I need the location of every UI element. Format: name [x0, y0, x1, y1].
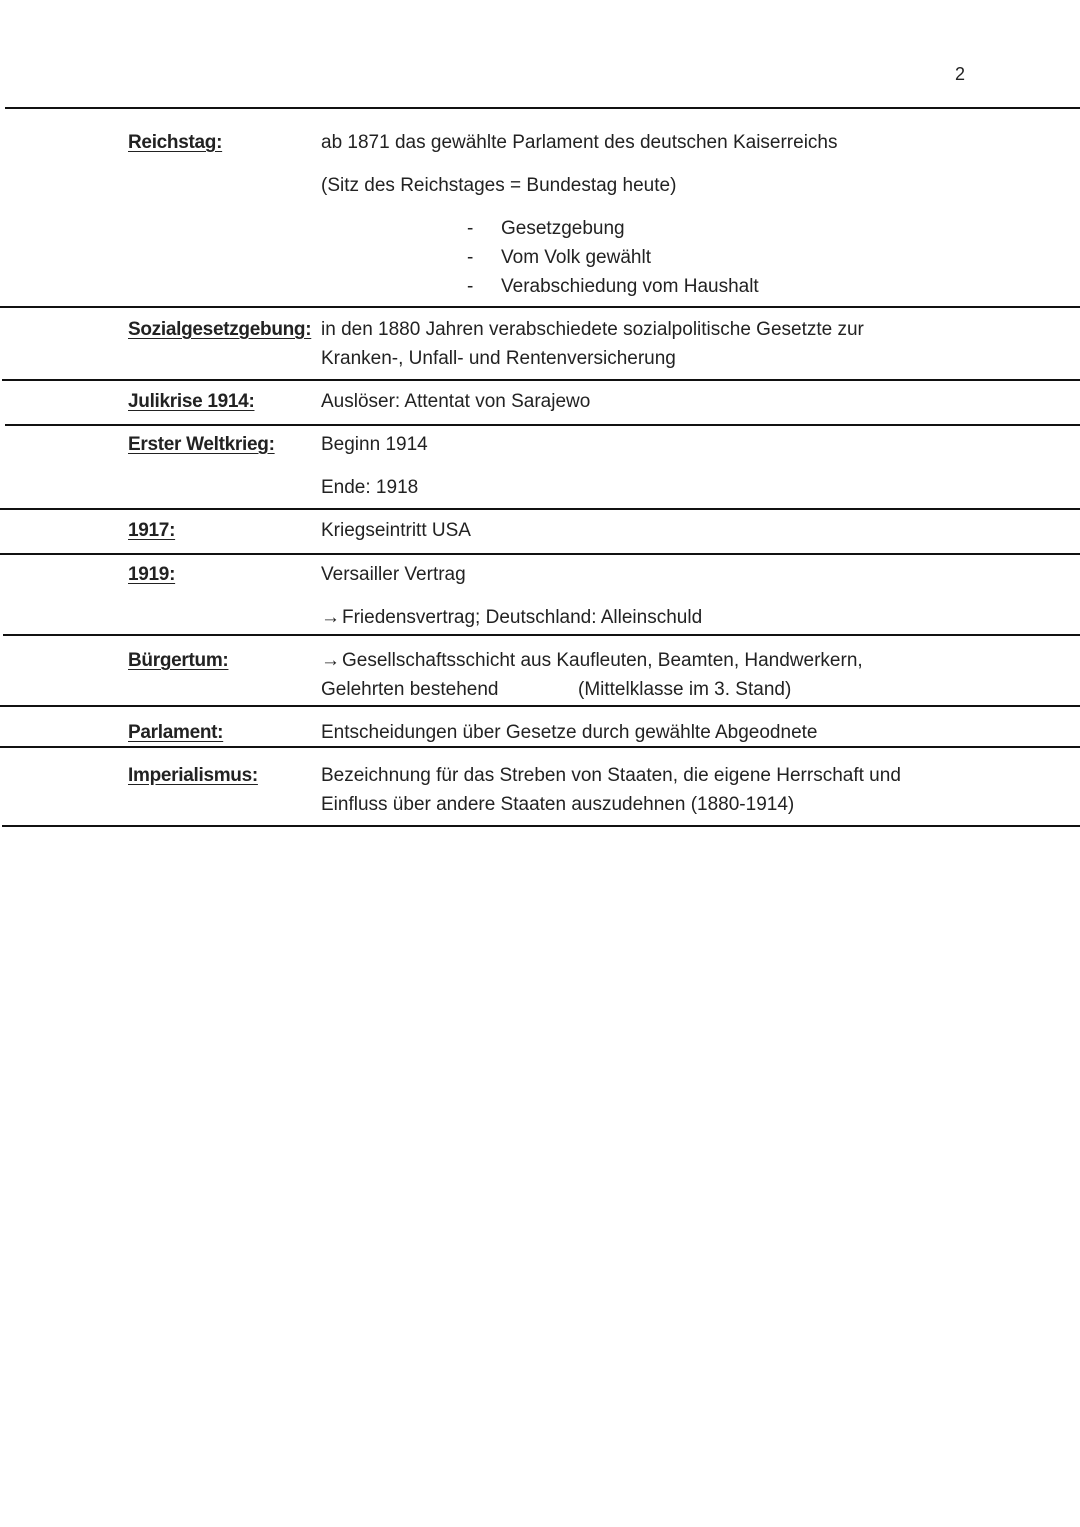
bullet-text: Vom Volk gewählt: [501, 247, 651, 268]
bullet-text: Verabschiedung vom Haushalt: [501, 276, 759, 297]
definition-1919-line-1: Versailler Vertrag: [321, 564, 466, 585]
definition-parlament: Entscheidungen über Gesetze durch gewählte Abgeodnete: [321, 722, 818, 743]
term-reichstag: Reichstag:: [128, 132, 223, 153]
definition-imperialismus-line-1: Bezeichnung für das Streben von Staaten, die eigene Herrschaft und: [321, 765, 901, 786]
definition-buergertum-line-1-text: Gesellschaftsschicht aus Kaufleuten, Beamten, Handwerkern,: [342, 650, 863, 671]
divider-line: [0, 508, 1080, 510]
definition-buergertum-line-2a: Gelehrten bestehend: [321, 679, 499, 700]
definition-reichstag-line-2: (Sitz des Reichstages = Bundestag heute): [321, 175, 677, 196]
term-erster-weltkrieg: Erster Weltkrieg:: [128, 434, 275, 455]
definition-sozialgesetzgebung-line-2: Kranken-, Unfall- und Rentenversicherung: [321, 348, 676, 369]
definition-buergertum-line-2b: (Mittelklasse im 3. Stand): [578, 679, 792, 700]
definition-1917: Kriegseintritt USA: [321, 520, 471, 541]
term-sozialgesetzgebung: Sozialgesetzgebung:: [128, 319, 312, 340]
term-parlament: Parlament:: [128, 722, 224, 743]
term-1917: 1917:: [128, 520, 176, 541]
divider-line: [5, 424, 1080, 426]
term-1919: 1919:: [128, 564, 176, 585]
arrow-right-icon: →: [321, 650, 340, 671]
definition-reichstag-line-1: ab 1871 das gewählte Parlament des deutschen Kaiserreichs: [321, 132, 838, 153]
definition-1919-line-2-text: Friedensvertrag; Deutschland: Alleinschuld: [342, 607, 703, 628]
definition-erster-weltkrieg-line-2: Ende: 1918: [321, 477, 419, 498]
divider-line: [2, 825, 1080, 827]
definition-imperialismus-line-2: Einfluss über andere Staaten auszudehnen (1880-1914): [321, 794, 795, 815]
divider-line: [2, 379, 1080, 381]
divider-line: [5, 107, 1080, 109]
definition-sozialgesetzgebung-line-1: in den 1880 Jahren verabschiedete sozialpolitische Gesetzte zur: [321, 319, 864, 340]
page-number: 2: [954, 64, 965, 84]
divider-line: [3, 634, 1080, 636]
definition-erster-weltkrieg-line-1: Beginn 1914: [321, 434, 428, 455]
definition-1919-line-2: [321, 603, 702, 632]
bullet-text: Gesetzgebung: [501, 218, 625, 239]
bullet-dash: -: [467, 218, 474, 239]
divider-line: [0, 306, 1080, 308]
term-julikrise: Julikrise 1914:: [128, 391, 255, 412]
bullet-dash: -: [467, 247, 474, 268]
divider-line: [0, 705, 1080, 707]
term-buergertum: Bürgertum:: [128, 650, 229, 671]
definition-julikrise: Auslöser: Attentat von Sarajewo: [321, 391, 591, 412]
divider-line: [0, 553, 1080, 555]
bullet-dash: -: [467, 276, 474, 297]
term-imperialismus: Imperialismus:: [128, 765, 258, 786]
arrow-right-icon: →: [321, 607, 340, 628]
definition-buergertum-line-1: [321, 646, 863, 675]
